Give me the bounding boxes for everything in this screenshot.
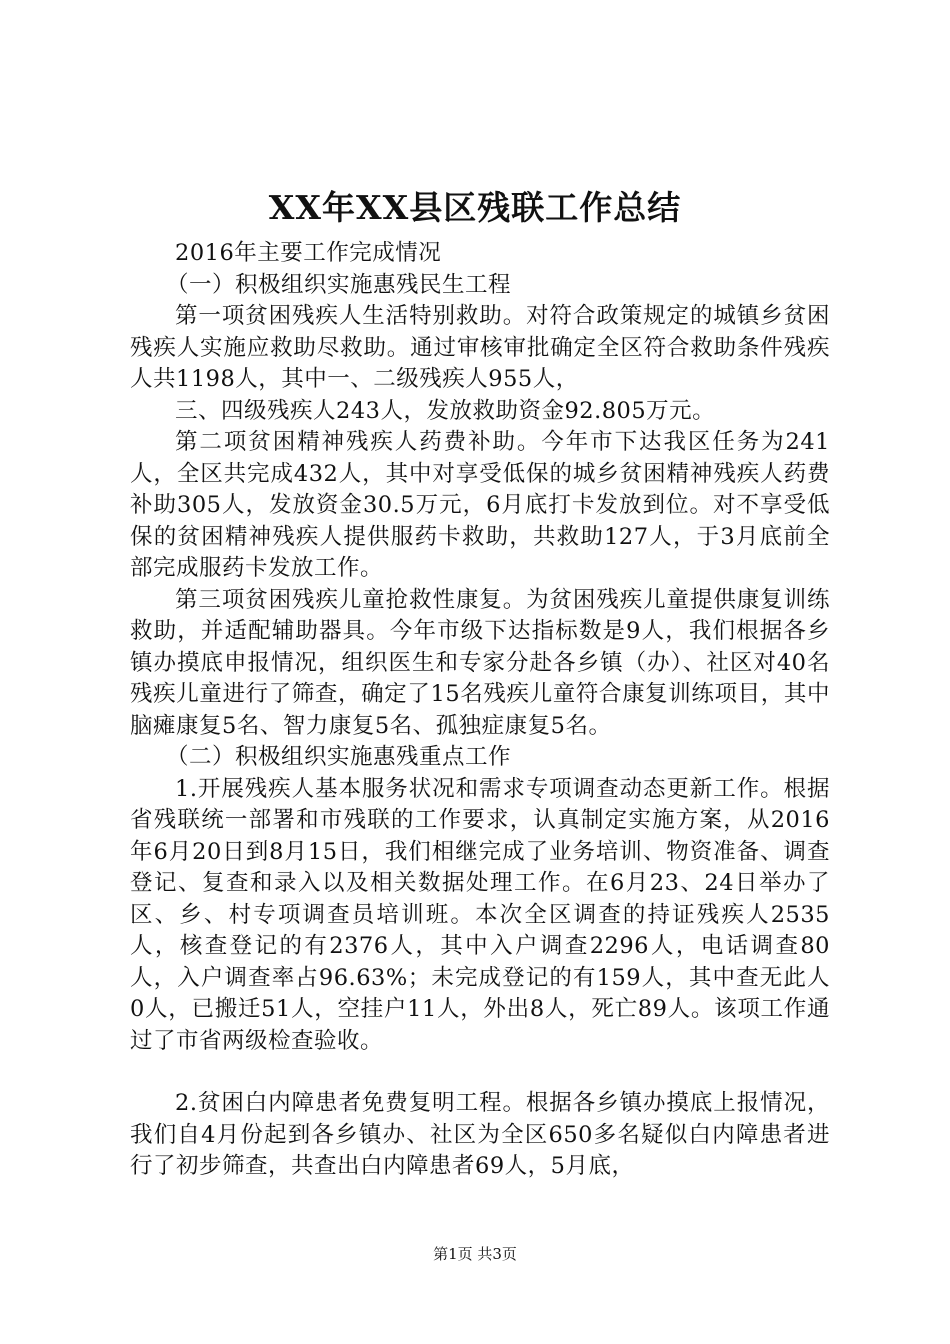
- document-title: XX年XX县区残联工作总结: [268, 188, 682, 227]
- paragraph-item-1: 第一项贫困残疾人生活特别救助。对符合政策规定的城镇乡贫困残疾人实施应救助尽救助。通过审核审批确定全区符合救助条件残疾人共1198人，其中一、二级残疾人955人，: [130, 303, 830, 392]
- subsection-heading-1: （一）积极组织实施惠残民生工程: [166, 271, 512, 298]
- paragraph-survey-update: 1.开展残疾人基本服务状况和需求专项调查动态更新工作。根据省残联统一部署和市残联的工作要求，认真制定实施方案，从2016年6月20日到8月15日，我们相继完成了业务培训、物资准备、调查登记、复查和录入以及相关数据处理工作。在6月23、24日举办了区、乡、村专项调查员培训班。本次全区调查的持证残疾人2535人，核查登记的有2376人，其中入户调查2296人，电话调查80人，入户调查率占96.63%；未完成登记的有159人，其中查无此人0人，已搬迁51人，空挂户11人，外出8人，死亡89人。该项工作通过了市省两级检查验收。: [130, 775, 830, 1054]
- paragraph-spacer: [130, 1057, 830, 1088]
- section-heading-summary: 2016年主要工作完成情况: [175, 240, 442, 266]
- subsection-heading-2: （二）积极组织实施惠残重点工作: [166, 744, 512, 770]
- document-body: [130, 238, 830, 1183]
- paragraph-item-3: 第三项贫困残疾儿童抢救性康复。为贫困残疾儿童提供康复训练救助，并适配辅助器具。今年市级下达指标数是9人，我们根据各乡镇办摸底申报情况，组织医生和专家分赴各乡镇（办）、社区对40名残疾儿童进行了筛查，确定了15名残疾儿童符合康复训练项目，其中脑瘫康复5名、智力康复5名、孤独症康复5名。: [130, 586, 830, 739]
- page-footer: 第1页 共3页: [433, 1245, 517, 1263]
- paragraph-item-1-continued: 三、四级残疾人243人，发放救助资金92.805万元。: [175, 397, 716, 424]
- paragraph-item-2: 第二项贫困精神残疾人药费补助。今年市下达我区任务为241人，全区共完成432人，其中对享受低保的城乡贫困精神残疾人药费补助305人，发放资金30.5万元，6月底打卡发放到位。对不享受低保的贫困精神残疾人提供服药卡救助，共救助127人，于3月底前全部完成服药卡发放工作。: [130, 429, 830, 581]
- paragraph-cataract-project: 2.贫困白内障患者免费复明工程。根据各乡镇办摸底上报情况，我们自4月份起到各乡镇办、社区为全区650多名疑似白内障患者进行了初步筛查，共查出白内障患者69人，5月底，: [130, 1090, 830, 1179]
